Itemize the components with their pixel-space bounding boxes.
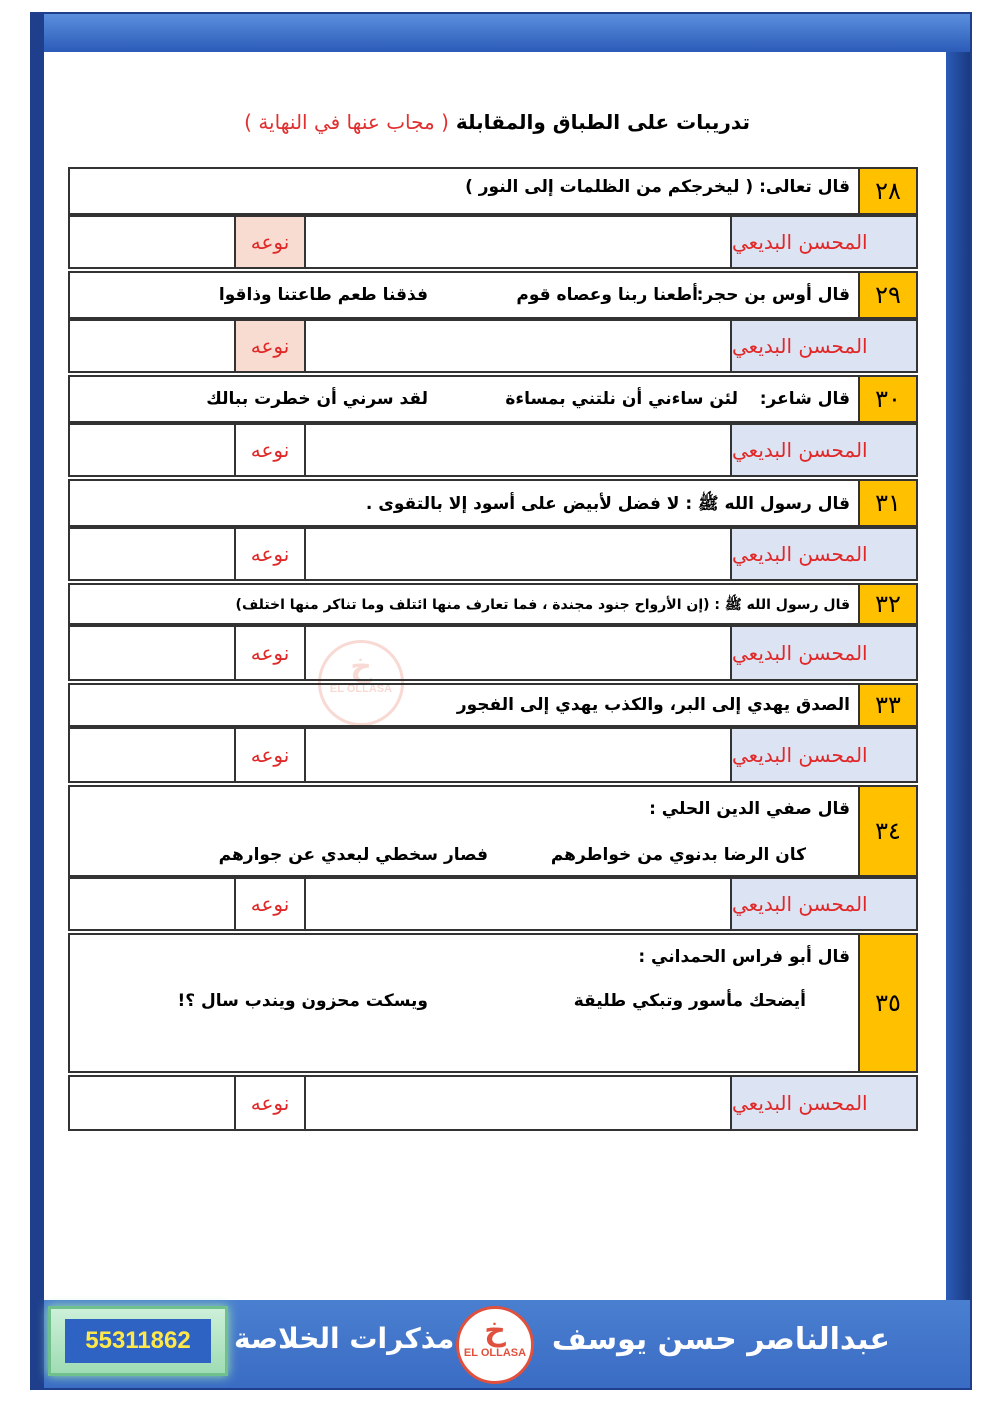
type-label: نوعه [234, 423, 306, 477]
verse-second-half: ويسكت محزون ويندب سال ؟! [177, 991, 428, 1011]
question-text-29 [68, 271, 860, 319]
muhassin-answer-field[interactable] [304, 727, 732, 783]
type-answer-field[interactable] [68, 1075, 236, 1131]
question-text-35 [68, 933, 860, 1073]
brand-name: مذكرات الخلاصة [234, 1322, 455, 1355]
question-text-33 [68, 683, 860, 727]
muhassin-answer-field[interactable] [304, 215, 732, 269]
question-intro: قال أوس بن حجر: [696, 285, 850, 305]
question-number-31: ٣١ [858, 479, 918, 527]
question-line: الصدق يهدي إلى البر، والكذب يهدي إلى الفجور [456, 695, 850, 715]
verse-first-half: أطعنا ربنا وعصاه قوم [516, 285, 698, 305]
right-band [946, 52, 970, 1300]
type-answer-field[interactable] [68, 625, 236, 681]
type-answer-field[interactable] [68, 423, 236, 477]
muhassin-answer-field[interactable] [304, 877, 732, 931]
question-number-33: ٣٣ [858, 683, 918, 727]
muhassin-label: المحسن البديعي [730, 1075, 918, 1131]
question-number-29: ٢٩ [858, 271, 918, 319]
question-number-34: ٣٤ [858, 785, 918, 877]
verse-first-half: أيضحك مأسور وتبكي طليقة [573, 991, 806, 1011]
muhassin-label: المحسن البديعي [730, 319, 918, 373]
muhassin-answer-field[interactable] [304, 319, 732, 373]
type-label: نوعه [234, 727, 306, 783]
title-note: ( مجاب عنها في النهاية ) [244, 110, 449, 134]
question-text-28 [68, 167, 860, 215]
muhassin-answer-field[interactable] [304, 625, 732, 684]
question-line: قال رسول الله ﷺ : لا فضل لأبيض على أسود إلا بالتقوى . [365, 494, 850, 514]
question-line: قال رسول الله ﷺ : (إن الأرواح جنود مجندة ، فما تعارف منها ائتلف وما تناكر منها اختلف) [235, 597, 850, 613]
type-answer-field[interactable] [68, 877, 236, 931]
type-answer-field[interactable] [68, 727, 236, 783]
top-band [44, 14, 970, 52]
verse-first-half: لئن ساءني أن نلتني بمساءة [505, 389, 738, 409]
muhassin-answer-field[interactable] [304, 527, 732, 581]
question-text-34 [68, 785, 860, 877]
question-text-30 [68, 375, 860, 423]
author-name: عبدالناصر حسن يوسف [551, 1322, 890, 1357]
type-label: نوعه [234, 319, 306, 373]
type-answer-field[interactable] [68, 527, 236, 581]
question-text-31 [68, 479, 860, 527]
phone-number: 55311862 [65, 1319, 211, 1363]
question-intro: قال شاعر: [759, 389, 850, 409]
question-text-32 [68, 583, 860, 625]
muhassin-label: المحسن البديعي [730, 727, 918, 783]
muhassin-answer-field[interactable] [304, 423, 732, 477]
question-line: قال تعالى: ( ليخرجكم من الظلمات إلى النور ) [465, 177, 850, 197]
watermark-glyph: خ [350, 649, 372, 684]
question-intro: قال صفي الدين الحلي : [649, 799, 850, 819]
question-number-35: ٣٥ [858, 933, 918, 1073]
verse-first-half: كان الرضا بدنوي من خواطرهم [550, 845, 806, 865]
muhassin-label: المحسن البديعي [730, 423, 918, 477]
muhassin-label: المحسن البديعي [730, 877, 918, 931]
question-number-28: ٢٨ [858, 167, 918, 215]
verse-second-half: فذقنا طعم طاعتنا وذاقوا [218, 285, 428, 305]
type-label: نوعه [234, 877, 306, 931]
muhassin-label: المحسن البديعي [730, 527, 918, 581]
muhassin-label: المحسن البديعي [730, 215, 918, 269]
brand-logo [456, 1306, 534, 1384]
verse-second-half: فصار سخطي لبعدي عن جوارهم [218, 845, 488, 865]
type-answer-field[interactable] [68, 215, 236, 269]
page-title [60, 110, 750, 134]
type-label: نوعه [234, 625, 306, 681]
watermark-text: EL OLLASA [329, 683, 393, 695]
type-label: نوعه [234, 1075, 306, 1131]
phone-badge [48, 1306, 228, 1376]
question-number-30: ٣٠ [858, 375, 918, 423]
type-label: نوعه [234, 527, 306, 581]
muhassin-answer-field[interactable] [304, 1075, 732, 1131]
logo-text: EL OLLASA [463, 1347, 527, 1359]
title-main: تدريبات على الطباق والمقابلة [455, 110, 750, 134]
question-intro: قال أبو فراس الحمداني : [638, 947, 850, 967]
logo-glyph: خ [484, 1313, 506, 1348]
verse-second-half: لقد سرني أن خطرت ببالك [206, 389, 428, 409]
question-number-32: ٣٢ [858, 583, 918, 625]
muhassin-label: المحسن البديعي [730, 625, 918, 681]
type-label: نوعه [234, 215, 306, 269]
type-answer-field[interactable] [68, 319, 236, 373]
